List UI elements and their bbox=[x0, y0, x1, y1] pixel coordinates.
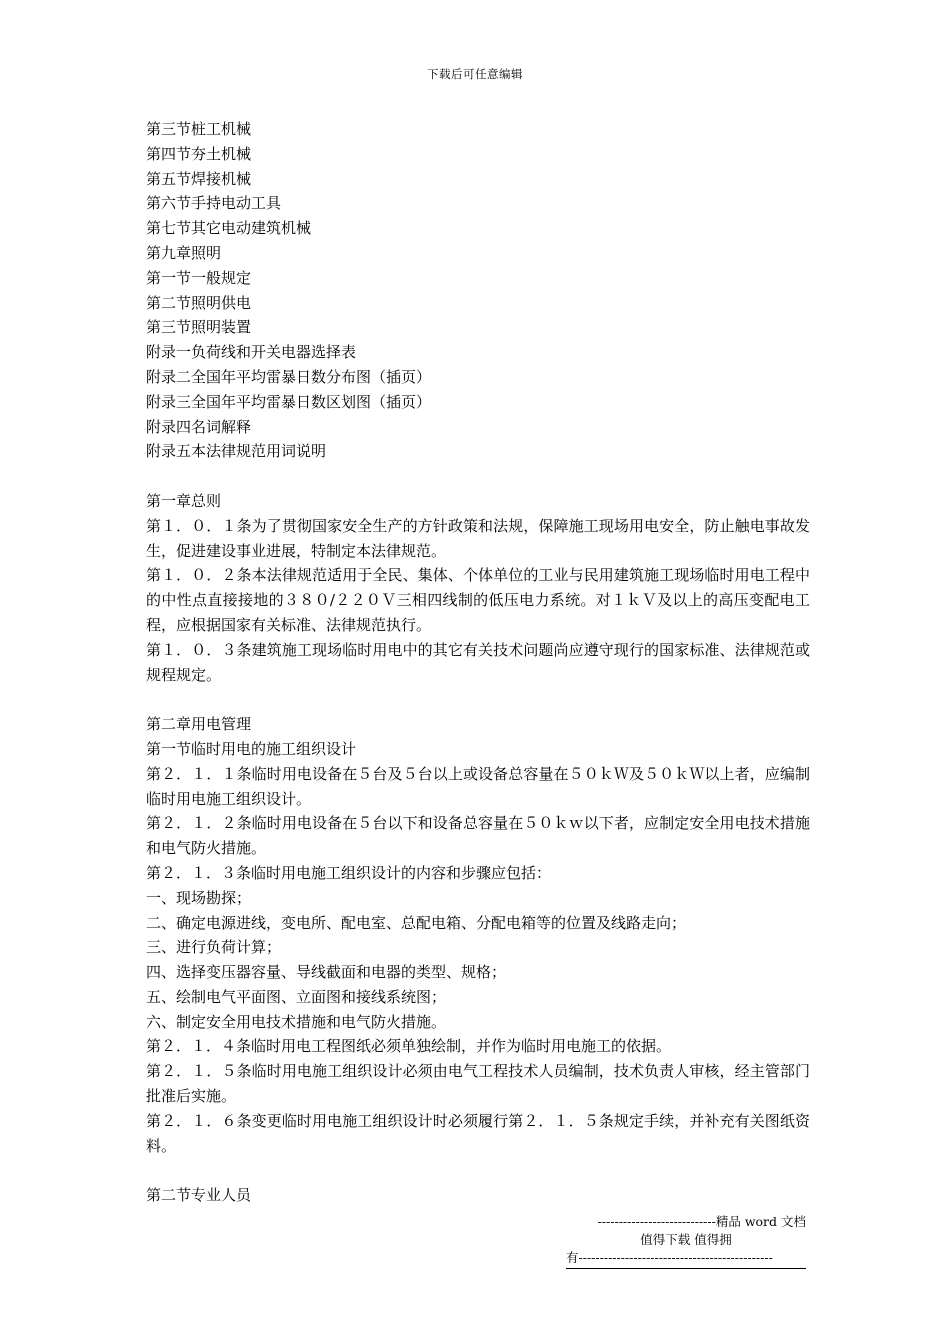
footer-line: 有---------------------------------------------- bbox=[566, 1249, 806, 1269]
article-paragraph: 第２．１．４条临时用电工程图纸必须单独绘制，并作为临时用电施工的依据。 bbox=[146, 1037, 672, 1056]
list-item: 三、进行负荷计算； bbox=[146, 938, 282, 957]
document-body bbox=[146, 117, 810, 1208]
article-paragraph: 第２．１．１条临时用电设备在５台及５台以上或设备总容量在５０ｋＷ及５０ｋＷ以上者，应编制临时用电施工组织设计。 bbox=[146, 764, 810, 808]
list-item: 四、选择变压器容量、导线截面和电器的类型、规格； bbox=[146, 963, 507, 982]
article-paragraph: 第２．１．２条临时用电设备在５台以下和设备总容量在５０ｋｗ以下者，应制定安全用电技术措施和电气防火措施。 bbox=[146, 814, 810, 858]
toc-item: 第七节其它电动建筑机械 bbox=[146, 219, 312, 238]
toc-item: 附录一负荷线和开关电器选择表 bbox=[146, 343, 357, 362]
page-footer bbox=[566, 1213, 806, 1269]
toc-item: 第三节照明装置 bbox=[146, 318, 252, 337]
footer-line: 值得下载 值得拥 bbox=[640, 1232, 732, 1247]
page-header: 下载后可任意编辑 bbox=[427, 67, 523, 81]
article-paragraph: 第１．０．３条建筑施工现场临时用电中的其它有关技术问题尚应遵守现行的国家标准、法律规范或规程规定。 bbox=[146, 640, 810, 684]
toc-item: 附录四名词解释 bbox=[146, 417, 252, 436]
spacer bbox=[146, 687, 810, 712]
toc-item: 第六节手持电动工具 bbox=[146, 194, 282, 213]
chapter-1 bbox=[146, 489, 810, 687]
table-of-contents bbox=[146, 117, 810, 464]
article-paragraph: 第１．０．２条本法律规范适用于全民、集体、个体单位的工业与民用建筑施工现场临时用电工程中的中性点直接接地的３８０/２２０Ｖ三相四线制的低压电力系统。对１ｋＶ及以上的高压变配电工程，应根据国家有关标准、法律规范执行。 bbox=[146, 566, 810, 634]
toc-item: 第三节桩工机械 bbox=[146, 120, 252, 138]
section-title: 第二节专业人员 bbox=[146, 1186, 252, 1205]
toc-item: 第九章照明 bbox=[146, 243, 222, 262]
toc-item: 附录二全国年平均雷暴日数分布图（插页） bbox=[146, 367, 432, 386]
article-paragraph: 第１．０．１条为了贯彻国家安全生产的方针政策和法规，保障施工现场用电安全，防止触电事故发生，促进建设事业进展，特制定本法律规范。 bbox=[146, 516, 810, 560]
toc-item: 附录三全国年平均雷暴日数区划图（插页） bbox=[146, 392, 432, 411]
spacer bbox=[146, 1158, 810, 1183]
list-item: 二、确定电源进线，变电所、配电室、总配电箱、分配电箱等的位置及线路走向； bbox=[146, 913, 687, 932]
article-paragraph: 第２．１．５条临时用电施工组织设计必须由电气工程技术人员编制，技术负责人审核，经主管部门批准后实施。 bbox=[146, 1062, 810, 1106]
toc-item: 第一节一般规定 bbox=[146, 268, 252, 287]
chapter-title: 第一章总则 bbox=[146, 491, 222, 510]
toc-item: 第四节夯土机械 bbox=[146, 144, 252, 163]
section-title: 第一节临时用电的施工组织设计 bbox=[146, 739, 357, 758]
spacer bbox=[146, 464, 810, 489]
chapter-title: 第二章用电管理 bbox=[146, 715, 252, 734]
article-paragraph: 第２．１．６条变更临时用电施工组织设计时必须履行第２．１．５条规定手续，并补充有关图纸资料。 bbox=[146, 1111, 810, 1155]
toc-item: 附录五本法律规范用词说明 bbox=[146, 442, 327, 461]
list-item: 六、制定安全用电技术措施和电气防火措施。 bbox=[146, 1012, 447, 1031]
list-item: 五、绘制电气平面图、立面图和接线系统图； bbox=[146, 987, 447, 1006]
toc-item: 第五节焊接机械 bbox=[146, 169, 252, 188]
list-item: 一、现场勘探； bbox=[146, 888, 252, 907]
footer-line: ----------------------------精品 word 文档 bbox=[597, 1214, 806, 1229]
toc-item: 第二节照明供电 bbox=[146, 293, 252, 312]
article-paragraph: 第２．１．３条临时用电施工组织设计的内容和步骤应包括： bbox=[146, 863, 552, 882]
chapter-2 bbox=[146, 712, 810, 1208]
